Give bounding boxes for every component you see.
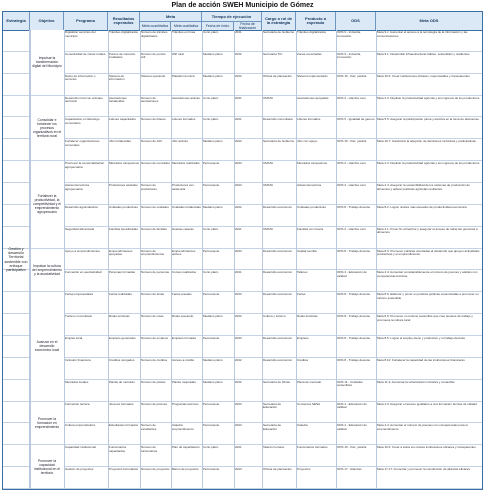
cell-meta-cuantitativa: Número de JAC [141,139,163,144]
cell-meta-cuantitativa: Número de funcionarios [141,445,158,453]
cell-meta-cualitativa: Ferias anuales [172,292,192,297]
cell-meta-ods: Meta 8.9: Elaborar y poner en práctica políticas encaminadas a promover un turismo sostenible [377,292,479,300]
cell-ods: ODS 16 - Paz, justicia [337,139,367,144]
cell-producto: Cátedra [297,423,308,428]
cell-programa: Seguridad alimentaria [65,226,95,231]
cell-meta-ods: Meta 16.6: Crear a todos los niveles instituciones eficaces y transparentes [377,445,476,450]
column-divider [336,30,337,489]
header-meta-cuantitativa: Meta cuantitativa [140,21,171,30]
cell-fecha-fin: 2023 [235,161,242,166]
cell-meta-cuantitativa: Número de personas [141,270,170,275]
table-row [3,380,482,402]
cell-meta-ods: Meta 4.4: Aumentar considerablemente el número de jóvenes y adultos con competencias técnicas [377,270,478,279]
table-row [3,249,482,271]
table-row [3,52,482,74]
table-row [3,227,482,249]
cell-resultado: Trámites digitalizados [109,30,138,34]
cell-ods: ODS 16 - Paz, justicia [337,73,367,78]
cell-meta-ods: Meta 8.3: Promover políticas orientadas al desarrollo que apoyen actividades productivas y el emprendimiento [377,248,480,257]
cell-fecha-inicio: Corto plazo [203,270,219,275]
objetivo-cell: Impulsar la cultura del emprendimiento y la asociatividad [30,249,64,293]
cell-resultado: Personas formadas [109,270,136,275]
header-resultados: Resultados esperados [108,12,140,30]
cell-ods: ODS 8 - Trabajo decente [337,314,371,319]
cell-resultado: Emprendimientos apoyados [109,248,133,257]
cell-ods: ODS 8 - Trabajo decente [337,292,371,297]
cell-fecha-inicio: Mediano plazo [203,379,223,384]
cell-cargo: Talento humano [263,445,285,450]
cell-fecha-fin: 2023 [235,423,242,428]
cell-meta-cuantitativa: Número de créditos [141,357,168,362]
cell-fecha-inicio: Permanente [203,401,220,406]
cell-meta-cuantitativa: Número de puntos wifi [141,51,166,60]
cell-fecha-fin: 2022 [235,51,242,56]
cell-meta-cualitativa: Huertas caseras [172,226,194,231]
cell-fecha-inicio: Mediano plazo [203,51,223,56]
cell-producto: Plaza de mercado [297,379,322,384]
cell-resultado: JAC fortalecidas [109,139,131,144]
header-producto: Producto a esperado [296,12,336,30]
cell-cargo: Desarrollo económico [263,248,293,253]
cell-resultado: Puntos de conexión instalados [109,51,136,60]
cell-producto: Sistema implementado [297,73,328,78]
cell-cargo: UMATA [263,95,274,100]
cell-fecha-inicio: Permanente [203,467,220,472]
cell-ods: ODS 8 - Trabajo decente [337,248,371,253]
cell-meta-cualitativa: Asociaciones activas [172,95,200,100]
table-header [3,12,482,31]
document-title: Plan de acción SWEH Municipio de Gómez [171,2,314,9]
table-row [3,117,482,139]
cell-producto: Trámites digitalizados [297,30,326,34]
cell-fecha-inicio: Permanente [203,423,220,428]
cell-producto: Rutas turísticas [297,314,318,319]
header-programa: Programa [64,12,108,30]
cell-fecha-fin: 2021 [235,445,242,450]
cell-meta-cualitativa: Mercados realizados [172,161,200,166]
cell-meta-cualitativa: Empleos formales [172,336,197,340]
cell-cargo: Oficina de planeación [263,73,292,78]
cell-ods: ODS 5 - Igualdad de género [337,117,375,122]
table-row [3,30,482,52]
cell-fecha-fin: 2021 [235,226,242,231]
cell-cargo: Secretaría de Educación [263,401,282,410]
cell-programa: Turismo comunitario [65,314,93,319]
column-divider [202,30,203,489]
cell-ods: ODS 11 - Ciudades sostenibles [337,379,363,388]
cell-meta-cualitativa: Acceso a crédito [172,357,195,362]
header-objetivo: Objetivo [30,12,64,30]
table-row [3,205,482,227]
table-row [3,314,482,336]
cell-meta-cuantitativa: Número de ferias [141,292,165,297]
header-meta-ods: Meta ODS [419,17,439,23]
cell-producto: Unidades productivas [297,204,326,209]
cell-meta-cuantitativa: Número de emprendimientos [141,248,165,257]
cell-fecha-fin: 2021 [235,30,242,34]
cell-meta-ods: Meta 8.10: Fortalecer la capacidad de las instituciones financieras [377,357,465,362]
cell-fecha-fin: 2022 [235,379,242,384]
cell-meta-cualitativa: Cátedra emprendimiento [172,423,194,432]
cell-cargo: UMATA [263,226,274,231]
cell-ods: ODS 4 - Educación de calidad [337,423,367,432]
cell-programa: Datos de información y servicios [65,73,96,82]
cell-ods: ODS 8 - Trabajo decente [337,204,371,209]
cell-fecha-inicio: Mediano plazo [203,73,223,78]
cell-cargo: Secretaría de Gobierno [263,139,295,144]
cell-ods: ODS 4 - Educación de calidad [337,270,367,279]
estrategia-cell: Gestión y desarrollo Territorial sostenible con enfoque participativo [3,30,30,489]
cell-meta-cuantitativa: Número de asociaciones [141,95,159,104]
cell-ods: ODS 4 - Educación de calidad [337,401,367,410]
cell-fecha-fin: 2022 [235,314,242,319]
cell-meta-cuantitativa: Número de líderes [141,117,166,122]
cell-meta-ods: Meta 17.17: Fomentar y promover la constitución de alianzas eficaces [377,467,471,472]
cell-producto: Familias con huerta [297,226,324,231]
cell-resultado: Empleos generados [109,336,136,340]
cell-cargo: Desarrollo económico [263,336,293,340]
cell-meta-cuantitativa: Número de familias [141,226,167,231]
header-meta-cualitativa: Meta cualitativa [171,21,202,30]
cell-producto: Mercados campesinos [297,161,328,166]
cell-programa: Capacitación en liderazgo comunitario [65,117,100,126]
cell-cargo: Secretaría de Educación [263,423,282,432]
header-meta-group: Meta [140,12,202,21]
cell-programa: Desarrollo rural con enfoque territorial [65,95,103,104]
cell-meta-cualitativa: Productores con asistencia [172,183,194,191]
cell-resultado: Jóvenes formados [109,401,134,406]
table-row [3,445,482,467]
column-divider [30,30,31,489]
cell-meta-ods: Meta 4.3: Asegurar el acceso igualitario a una formación técnica de calidad [377,401,477,406]
cell-meta-cuantitativa: Número de proyectos [141,467,170,472]
cell-programa: Digitalizar servicios del municipio [65,30,96,38]
cell-programa: Formación en asociatividad [65,270,102,275]
cell-fecha-fin: 2022 [235,357,242,362]
cell-meta-ods: Meta 4.4: Aumentar el número de jóvenes con competencias para el emprendimiento [377,423,468,432]
cell-fecha-inicio: Corto plazo [203,226,219,231]
table-row [3,292,482,314]
cell-meta-ods: Meta 5.5: Asegurar la participación plena y efectiva en la toma de decisiones [377,117,479,122]
cell-producto: Asistencia técnica [297,183,322,187]
cell-meta-ods: Meta 2.3: Duplicar la productividad agrícola y los ingresos de los productores [377,161,480,166]
cell-cargo: UMATA [263,183,274,187]
cell-meta-cualitativa: Programas técnicos [172,401,199,406]
cell-meta-cualitativa: Líderes formados [172,117,196,122]
cell-fecha-fin: 2023 [235,183,242,187]
cell-meta-cuantitativa: Número de empleos [141,336,169,340]
cell-ods: ODS 16 - Paz, justicia [337,445,367,450]
cell-meta-cuantitativa: Número de estudiantes [141,423,157,432]
cell-cargo: Desarrollo económico [263,292,293,297]
cell-fecha-inicio: Mediano plazo [203,139,223,144]
cell-meta-cualitativa: Trámites en línea [172,30,196,34]
header-fecha-fin: Fecha de finalización [234,21,262,30]
cell-programa: Formación técnica [65,401,90,406]
cell-meta-ods: Meta 2.4: Asegurar la sostenibilidad de los sistemas de producción de alimentos y aplicar prácticas agrícolas resilientes [377,183,470,191]
cell-meta-cuantitativa: Número de trámites digitalizados [141,30,168,38]
cell-producto: Líderes formados [297,117,321,122]
cell-resultado: Asociaciones fortalecidas [109,95,127,104]
cell-resultado: Proyectos formulados [109,467,139,472]
cell-resultado: Unidades productivas [109,204,138,209]
cell-resultado: Plazas de mercado [109,379,135,384]
cell-fecha-inicio: Permanente [203,248,220,253]
cell-ods: ODS 2 - Hambre cero [337,95,367,100]
column-divider [140,30,141,489]
cell-fecha-inicio: Corto plazo [203,445,219,450]
cell-producto: JAC con apoyo [297,139,318,144]
cell-cargo: Oficina de planeación [263,467,292,472]
cell-meta-ods: Meta 8.2: Lograr niveles más elevados de productividad económica [377,204,467,209]
cell-meta-ods: Meta 2.1: Poner fin al hambre y asegurar el acceso de todas las personas a alimentos [377,226,478,235]
cell-fecha-inicio: Mediano plazo [203,357,223,362]
cell-meta-cualitativa: Emprendimientos activos [172,248,196,257]
column-divider [64,30,65,489]
cell-cargo: Secretaría de Gobierno [263,30,295,34]
cell-meta-cualitativa: Unidades fortalecidas [172,204,201,209]
cell-fecha-fin: 2022 [235,139,242,144]
table-row [3,183,482,205]
header-ods: ODS [336,12,376,30]
cell-ods: ODS 17 - Alianzas [337,467,362,472]
cell-fecha-fin: 2021 [235,117,242,122]
cell-ods: ODS 2 - Hambre cero [337,161,367,166]
cell-programa: Mercados locales [65,379,89,384]
table-row [3,270,482,292]
cell-fecha-fin: 2021 [235,95,242,100]
cell-resultado: Familias beneficiadas [109,226,138,231]
cell-producto: Capital semilla [297,248,317,253]
objetivo-cell: Promover la capacidad institucional en el territorio [30,445,64,489]
cell-resultado: Productores asistidos [109,183,138,187]
cell-meta-ods: Meta 11.3: Aumentar la urbanización inclusiva y sostenible [377,379,455,384]
column-divider [108,30,109,489]
table-row [3,358,482,380]
cell-meta-cuantitativa: Número de plazas [141,379,166,384]
cell-resultado: Créditos otorgados [109,357,135,362]
table-row [3,467,482,489]
cell-resultado: Sistema de información [109,73,125,82]
objetivo-cell: Impulsar la transformación digital del Municipio [30,30,64,96]
cell-programa: Capacidad institucional [65,445,96,450]
cell-cargo: Desarrollo económico [263,357,293,362]
column-divider [296,30,297,489]
cell-cargo: UMATA [263,161,274,166]
cell-ods: ODS 9 - Industria, innovación [337,30,362,38]
cell-fecha-inicio: Permanente [203,292,220,297]
column-divider [376,30,377,489]
cell-programa: Desarrollo agroindustrial [65,204,98,209]
cell-producto: Convenios SENA [297,401,321,406]
cell-programa: Ferias empresariales [65,292,94,297]
cell-fecha-inicio: Corto plazo [203,95,219,100]
header-fecha-inicio: Fecha de inicio [202,21,234,30]
cell-meta-cuantitativa: Número de unidades [141,204,169,209]
cell-meta-ods: Meta 9.1: Desarrollar infraestructuras fiables, sostenibles y resilientes [377,51,470,56]
table-row [3,96,482,118]
cell-producto: Empleos [297,336,309,340]
cell-fecha-fin: 2022 [235,204,242,209]
cell-fecha-fin: 2021 [235,270,242,275]
cell-meta-ods: Meta 16.7: Garantizar la adopción de decisiones inclusivas y participativas [377,139,476,144]
cell-fecha-inicio: Permanente [203,161,220,166]
cell-meta-cualitativa: JAC activas [172,139,188,144]
cell-cargo: Desarrollo comunitario [263,117,294,122]
cell-resultado: Rutas turísticas [109,314,130,319]
cell-meta-cualitativa: Cursos realizados [172,270,197,275]
cell-meta-ods: Meta 9.c: Aumentar el acceso a la tecnología de la información y las comunicaciones [377,30,468,38]
table-row [3,161,482,183]
cell-fecha-fin: 2023 [235,467,242,472]
cell-meta-cuantitativa: Número de mercados [141,161,170,166]
header-tiempo-group: Tiempo de ejecución [202,12,262,21]
cell-fecha-fin: 2023 [235,401,242,406]
cell-fecha-inicio: Mediano plazo [203,314,223,319]
cell-cargo: Desarrollo económico [263,204,293,209]
cell-ods: ODS 2 - Hambre cero [337,183,367,187]
cell-fecha-fin: 2022 [235,73,242,78]
cell-meta-cualitativa: Plan de capacitación [172,445,200,450]
cell-fecha-inicio: Corto plazo [203,117,219,122]
column-divider [262,30,263,489]
cell-programa: Inclusión financiera [65,357,91,362]
table-row [3,139,482,161]
cell-programa: Promover la comercialización agropecuaria [65,161,105,169]
cell-producto: Asociaciones apoyadas [297,95,329,100]
cell-meta-ods: Meta 8.9: Promover un turismo sostenible que cree puestos de trabajo y promueva la cultura local [377,314,473,322]
cell-fecha-inicio: Corto plazo [203,30,219,34]
cell-resultado: Líderes capacitados [109,117,136,122]
cell-meta-cuantitativa: Número de productores [141,183,157,191]
cell-meta-ods: Meta 16.6: Crear instituciones eficaces, responsables y transparentes [377,73,470,78]
header-estrategia: Estrategia [3,12,30,30]
cell-programa: Asistencia técnica agropecuaria [65,183,90,191]
header-cargo: Cargo o rol de la estrategia [262,12,296,30]
cell-fecha-inicio: Permanente [203,336,220,340]
cell-meta-cualitativa: Plazas mejoradas [172,379,196,384]
cell-resultado: Funcionarios capacitados [109,445,127,453]
cell-producto: Proyectos [297,467,311,472]
cell-cargo: Secretaría de Obras [263,379,291,384]
cell-fecha-fin: 2023 [235,248,242,253]
column-divider [171,30,172,489]
cell-producto: Ferias [297,292,306,297]
cell-fecha-inicio: Permanente [203,183,220,187]
objetivo-cell: Promover la formación en emprendimiento [30,402,64,446]
cell-ods: ODS 8 - Trabajo decente [337,336,371,340]
objetivo-cell: Avanzar en el desarrollo económico local [30,292,64,401]
cell-meta-ods: Meta 2.3: Duplicar la productividad agrícola y los ingresos de los productores [377,95,480,100]
cell-ods: ODS 9 - Industria, innovación [337,51,362,60]
cell-producto: Funcionarios formados [297,445,328,450]
cell-programa: Cultura emprendedora [65,423,96,428]
cell-fecha-inicio: Mediano plazo [203,204,223,209]
column-divider [234,30,235,489]
cell-producto: Créditos [297,357,309,362]
cell-meta-cualitativa: Plataforma única [172,73,195,78]
cell-meta-cuantitativa: Número de rutas [141,314,164,319]
cell-programa: Fortalecer organizaciones comunales [65,139,100,147]
cell-cargo: Desarrollo económico [263,270,293,275]
cell-producto: Zonas conectadas [297,51,322,56]
cell-meta-cuantitativa: Sistema operando [141,73,166,78]
table-row [3,336,482,358]
cell-programa: Gestión de proyectos [65,467,94,472]
cell-fecha-fin: 2023 [235,292,242,297]
cell-resultado: Mercados campesinos [109,161,140,166]
cell-cargo: Cultura y turismo [263,314,286,319]
cell-meta-cualitativa: Rutas operando [172,314,194,319]
objetivo-cell: Consolidar e fortalecer los procesos organizativos en el territorio rural [30,96,64,162]
table-row [3,74,482,96]
cell-producto: Talleres [297,270,308,275]
cell-resultado: Ferias realizadas [109,292,132,297]
action-plan-table [2,11,483,490]
cell-resultado: Estudiantes formados [109,423,139,428]
cell-programa: Empleo local [65,336,83,340]
cell-ods: ODS 8 - Trabajo decente [337,357,371,362]
cell-meta-ods: Meta 8.5: Lograr el empleo pleno y productivo y el trabajo decente [377,336,466,340]
table-row [3,423,482,445]
cell-programa: Apoyo a emprendimientos [65,248,100,253]
cell-fecha-fin: 2023 [235,336,242,340]
cell-meta-cualitativa: Banco de proyectos [172,467,199,472]
cell-meta-cuantitativa: Número de jóvenes [141,401,168,406]
objetivo-cell: Fortalecer la productividad, la competitividad y el emprendimiento agropecuario [30,161,64,248]
cell-meta-cualitativa: Wifi rural [172,51,184,56]
cell-programa: Conectividad de zonas rurales [65,51,106,56]
table-row [3,402,482,424]
cell-cargo: Secretaría TIC [263,51,283,56]
cell-ods: ODS 2 - Hambre cero [337,226,367,231]
